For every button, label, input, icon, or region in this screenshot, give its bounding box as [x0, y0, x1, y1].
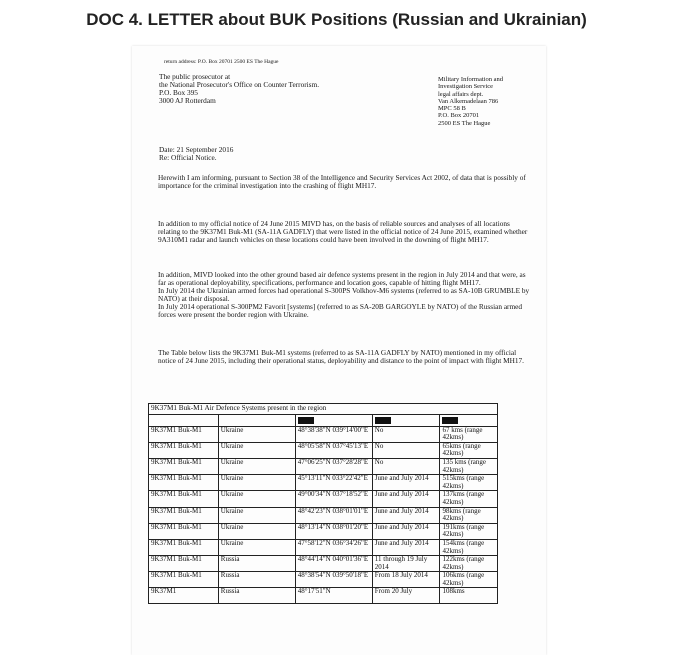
cell-distance: 154kms (range 42kms): [440, 539, 498, 555]
table-row: [149, 426, 498, 442]
cell-country: Ukraine: [218, 507, 295, 523]
cell-deployed: June and July 2014: [372, 539, 440, 555]
paragraph-3: [158, 271, 530, 319]
header-cell-redacted: [440, 414, 498, 426]
paragraph-1: Herewith I am informing, pursuant to Section 38 of the Intelligence and Security Services Act 2002, of data that is possibly of importance for the criminal investigation into the crashing of flight MH17.: [158, 173, 526, 190]
sender-line: P.O. Box 20701: [438, 112, 480, 120]
cell-country: Russia: [218, 572, 295, 588]
letter-page: [132, 46, 546, 655]
table-header-row: [149, 414, 498, 426]
recipient-line: P.O. Box 395: [159, 88, 198, 97]
table-row: [149, 572, 498, 588]
cell-country: Ukraine: [218, 426, 295, 442]
cell-distance: 515kms (range 42kms): [440, 475, 498, 491]
cell-type: 9K37M1 Buk-M1: [149, 523, 219, 539]
paragraph-3a: In addition, MIVD looked into the other ground based air defence systems present in the region in July 2014 and that were, as far as operational deployability, specifications, performance and location goes, capable of hitting flight MH17.: [158, 270, 526, 287]
cell-distance: 67 kms (range 42kms): [440, 426, 498, 442]
table-row: [149, 458, 498, 474]
cell-type: 9K37M1 Buk-M1: [149, 458, 219, 474]
cell-type: 9K37M1 Buk-M1: [149, 539, 219, 555]
cell-coords: 47°06'25"N 037°28'28"E: [295, 458, 372, 474]
table-row: [149, 475, 498, 491]
cell-type: 9K37M1 Buk-M1: [149, 426, 219, 442]
cell-deployed: June and July 2014: [372, 491, 440, 507]
header-cell: [218, 414, 295, 426]
table-row: [149, 523, 498, 539]
sender-line: MPC 58 B: [438, 105, 466, 113]
cell-coords: 48°44'14"N 040°01'36"E: [295, 556, 372, 572]
cell-country: Ukraine: [218, 523, 295, 539]
cell-coords: 45°13'11"N 033°22'42"E: [295, 475, 372, 491]
header-cell-redacted: [372, 414, 440, 426]
cell-distance: 135 kms (range 42kms): [440, 458, 498, 474]
cell-deployed: June and July 2014: [372, 475, 440, 491]
document-heading: DOC 4. LETTER about BUK Positions (Russian and Ukrainian): [86, 10, 587, 29]
cell-type: 9K37M1 Buk-M1: [149, 572, 219, 588]
cell-country: Ukraine: [218, 458, 295, 474]
recipient-line: the National Prosecutor's Office on Counter Terrorism.: [159, 80, 320, 89]
table-row: [149, 442, 498, 458]
table-caption: 9K37M1 Buk-M1 Air Defence Systems present in the region: [149, 404, 498, 415]
redaction-bar: [375, 417, 391, 424]
cell-deployed: No: [372, 458, 440, 474]
table-row: [149, 491, 498, 507]
paragraph-2: In addition to my official notice of 24 June 2015 MIVD has, on the basis of reliable sources and analyses of all locations relating to the 9K37M1 Buk-M1 (SA-11A GADFLY) that were listed in the official notice of 24 June 2015, examined whether 9A310M1 radar and launch vehicles on these locations could have been involved in the downing of flight MH17.: [158, 219, 528, 244]
table-row: [149, 507, 498, 523]
cell-country: Ukraine: [218, 475, 295, 491]
cell-type: 9K37M1 Buk-M1: [149, 491, 219, 507]
sender-line: 2500 ES The Hague: [438, 119, 491, 127]
cell-country: Ukraine: [218, 539, 295, 555]
table-row: [149, 539, 498, 555]
redaction-bar: [442, 417, 458, 424]
cell-distance: 122kms (range 42kms): [440, 556, 498, 572]
cell-country: Russia: [218, 588, 295, 604]
cell-coords: 48°17'51"N: [295, 588, 372, 604]
sender-line: Military Information and: [438, 76, 503, 83]
cell-country: Russia: [218, 556, 295, 572]
sender-line: Investigation Service: [438, 83, 494, 91]
cell-distance: 137kms (range 42kms): [440, 491, 498, 507]
cell-deployed: June and July 2014: [372, 507, 440, 523]
cell-distance: 108kms: [440, 588, 498, 604]
cell-coords: 48°38'54"N 039°50'18"E: [295, 572, 372, 588]
sender-line: Van Alkemadelaan 786: [438, 97, 499, 105]
cell-deployed: No: [372, 426, 440, 442]
cell-deployed: No: [372, 442, 440, 458]
cell-type: 9K37M1 Buk-M1: [149, 556, 219, 572]
table-row: [149, 556, 498, 572]
cell-deployed: 11 through 19 July 2014: [372, 556, 440, 572]
letter-date: Date: 21 September 2016: [159, 145, 234, 154]
letter-date-block: [159, 146, 233, 162]
letter-subject: Re: Official Notice.: [159, 153, 217, 162]
cell-distance: 191kms (range 42kms): [440, 523, 498, 539]
table-row: [149, 588, 498, 604]
redaction-bar: [298, 417, 314, 424]
cell-coords: 48°13'14"N 038°01'20"E: [295, 523, 372, 539]
recipient-line: The public prosecutor at: [159, 72, 231, 81]
cell-distance: 65kms (range 42kms): [440, 442, 498, 458]
cell-coords: 48°05'58"N 037°45'13"E: [295, 442, 372, 458]
cell-country: Ukraine: [218, 491, 295, 507]
recipient-line: 3000 AJ Rotterdam: [159, 96, 216, 105]
sender-line: legal affairs dept.: [438, 90, 484, 98]
cell-deployed: From 20 July: [372, 588, 440, 604]
paragraph-3c: In July 2014 operational S-300PM2 Favorit [systems] (referred to as SA-20B GARGOYLE by NATO) of the Russian armed forces were present the border region with Ukraine.: [158, 302, 523, 319]
cell-coords: 49°00'34"N 037°18'52"E: [295, 491, 372, 507]
cell-distance: 98kms (range 42kms): [440, 507, 498, 523]
cell-coords: 48°42'23"N 038°01'01"E: [295, 507, 372, 523]
cell-coords: 47°58'12"N 036°34'26"E: [295, 539, 372, 555]
cell-type: 9K37M1 Buk-M1: [149, 475, 219, 491]
cell-type: 9K37M1 Buk-M1: [149, 442, 219, 458]
paragraph-3b: In July 2014 the Ukrainian armed forces had operational S-300PS Volkhov-M6 systems (referred to as SA-10B GRUMBLE by NATO) at their disposal.: [158, 286, 530, 303]
cell-distance: 106kms (range 42kms): [440, 572, 498, 588]
recipient-address: [159, 73, 379, 105]
header-cell: [149, 414, 219, 426]
header-cell-redacted: [295, 414, 372, 426]
return-address: return address: P.O. Box 20701 2500 ES The Hague: [164, 59, 279, 65]
cell-coords: 48°38'38"N 039°14'00"E: [295, 426, 372, 442]
buk-systems-table: [148, 403, 498, 604]
cell-deployed: June and July 2014: [372, 523, 440, 539]
sender-address: [438, 76, 546, 127]
cell-country: Ukraine: [218, 442, 295, 458]
cell-deployed: From 18 July 2014: [372, 572, 440, 588]
cell-type: 9K37M1: [149, 588, 219, 604]
paragraph-4: The Table below lists the 9K37M1 Buk-M1 systems (referred to as SA-11A GADFLY by NATO) mentioned in my official notice of 24 June 2015, including their operational status, deployability and distance to the point of impact with flight MH17.: [158, 348, 524, 365]
cell-type: 9K37M1 Buk-M1: [149, 507, 219, 523]
